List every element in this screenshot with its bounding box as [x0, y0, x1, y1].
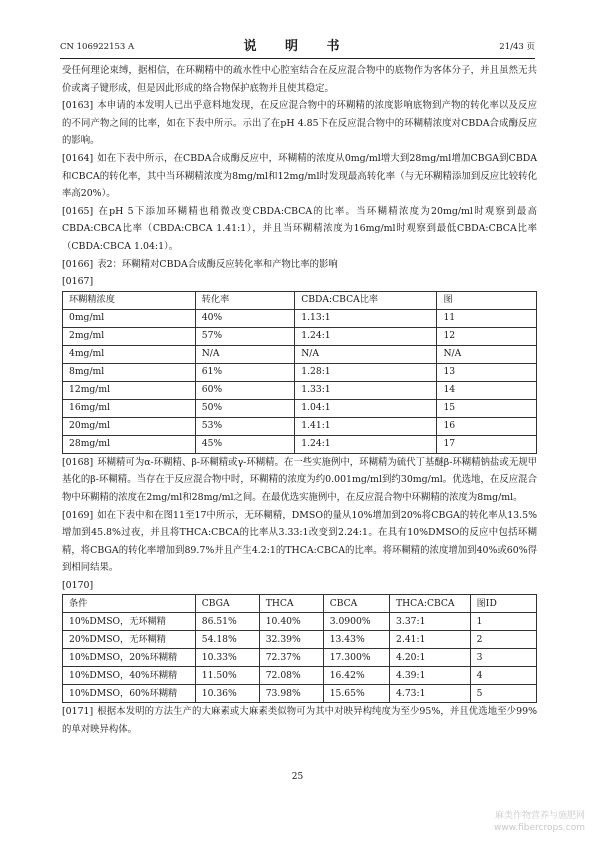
table-cell: 3.37:1 — [390, 613, 471, 631]
paragraph-number: [0163] — [62, 100, 94, 112]
table-cell: 53% — [195, 417, 295, 435]
table-header-row — [63, 291, 537, 309]
table-row — [63, 685, 537, 703]
table-cell: 10.40% — [259, 613, 323, 631]
paragraph-number: [0168] — [62, 456, 94, 468]
table-cell: 10%DMSO，60%环糊精 — [63, 685, 196, 703]
table-row — [63, 309, 537, 327]
table-cell: 0mg/ml — [63, 309, 196, 327]
table-cell: 12 — [437, 327, 537, 345]
document-title: 说 明 书 — [243, 39, 352, 54]
table-cell: 2 — [470, 631, 536, 649]
table-cell: 73.98% — [259, 685, 323, 703]
table-cell: 16.42% — [323, 667, 389, 685]
patent-number: CN 106922153 A — [60, 42, 135, 52]
table-header-cell: 条件 — [63, 595, 196, 613]
table-cell: 14 — [437, 381, 537, 399]
page-header — [60, 34, 535, 56]
table-cell: 32.39% — [259, 631, 323, 649]
table-cell: 13.43% — [323, 631, 389, 649]
watermark-line: 麻类作物营养与施肥网 — [494, 811, 585, 821]
watermark-line: www.fibercrops.com — [494, 823, 585, 833]
table-row — [63, 649, 537, 667]
cyclodextrin-table — [62, 291, 537, 454]
table-cell: 10.33% — [195, 649, 259, 667]
table-cell: 4.39:1 — [390, 667, 471, 685]
table-cell: 10%DMSO，无环糊精 — [63, 613, 196, 631]
document-body — [62, 62, 537, 739]
table-cell: 1.24:1 — [295, 435, 437, 453]
paragraph-number: [0167] — [62, 276, 94, 288]
table-header-cell: CBCA — [323, 595, 389, 613]
table-cell: 54.18% — [195, 631, 259, 649]
table-row — [63, 613, 537, 631]
table-header-cell: 图 — [437, 291, 537, 309]
table-cell: 57% — [195, 327, 295, 345]
table-cell: N/A — [295, 345, 437, 363]
table-cell: 5 — [470, 685, 536, 703]
table-cell: 60% — [195, 381, 295, 399]
paragraph-text: 本申请的本发明人已出乎意料地发现，在反应混合物中的环糊精的浓度影响底物到产物的转化率以及反应的不同产物之间的比率，如在下表中所示。示出了在pH 4.85下在反应混合物中的环糊精浓度对CBDA合成酶反应的影响。 — [62, 100, 537, 147]
table-cell: 45% — [195, 435, 295, 453]
table-header-cell: 图ID — [470, 595, 536, 613]
table-cell: 11 — [437, 309, 537, 327]
paragraph-number: [0164] — [62, 152, 94, 164]
paragraph — [62, 507, 537, 577]
table-cell: 1.33:1 — [295, 381, 437, 399]
watermark — [494, 810, 585, 834]
table-cell: 17.300% — [323, 649, 389, 667]
table-cell: 20%DMSO，无环糊精 — [63, 631, 196, 649]
table-cell: 28mg/ml — [63, 435, 196, 453]
table-row — [63, 327, 537, 345]
table-row — [63, 667, 537, 685]
table-cell: 15 — [437, 399, 537, 417]
table-row — [63, 399, 537, 417]
table-cell: 1.41:1 — [295, 417, 437, 435]
table-header-cell: 环糊精浓度 — [63, 291, 196, 309]
paragraph — [62, 150, 537, 203]
table-cell: 1.24:1 — [295, 327, 437, 345]
paragraph-number: [0165] — [62, 205, 94, 217]
table-cell: 15.65% — [323, 685, 389, 703]
table-cell: 61% — [195, 363, 295, 381]
paragraph — [62, 203, 537, 256]
table-row — [63, 363, 537, 381]
paragraph — [62, 97, 537, 150]
table-cell: 8mg/ml — [63, 363, 196, 381]
table-cell: 72.08% — [259, 667, 323, 685]
table-header-cell: CBGA — [195, 595, 259, 613]
table-cell: 1 — [470, 613, 536, 631]
table-row — [63, 345, 537, 363]
table-cell: 16 — [437, 417, 537, 435]
header-divider — [60, 58, 535, 59]
table-cell: 1.28:1 — [295, 363, 437, 381]
table-cell: 4 — [470, 667, 536, 685]
paragraph-number: [0171] — [62, 706, 94, 718]
table-cell: 12mg/ml — [63, 381, 196, 399]
paragraph-text: 如在下表中和在图11至17中所示，无环糊精，DMSO的量从10%增加到20%将CBGA的转化率从13.5%增加到45.8%过夜，并且将THCA:CBCA的比率从3.33:1改变到2.24:1。在具有10%DMSO的反应中包括环糊精，将CBGA的转化率增加到89.7%并且产生4.2:1的THCA:CBCA的比率。将环糊精的浓度增加到40%或60%得到相同结果。 — [62, 509, 537, 574]
paragraph-text: 如在下表中所示，在CBDA合成酶反应中，环糊精的浓度从0mg/ml增大到28mg/ml增加CBGA到CBDA和CBCA的转化率，其中当环糊精浓度为8mg/ml和12mg/ml时发现最高转化率（与无环糊精添加到反应比较转化率高20%）。 — [62, 152, 537, 200]
table-cell: 2.41:1 — [390, 631, 471, 649]
table-cell: 1.04:1 — [295, 399, 437, 417]
table-cell: 16mg/ml — [63, 399, 196, 417]
table-cell: 3 — [470, 649, 536, 667]
table-cell: N/A — [437, 345, 537, 363]
table-header-row — [63, 595, 537, 613]
table-header-cell: THCA:CBCA — [390, 595, 471, 613]
paragraph-number: [0169] — [62, 509, 94, 521]
table-row — [63, 417, 537, 435]
table-row — [63, 631, 537, 649]
table-cell: N/A — [195, 345, 295, 363]
page-counter: 21/43 页 — [499, 42, 535, 52]
paragraph — [62, 703, 537, 738]
paragraph-text: 根据本发明的方法生产的大麻素或大麻素类似物可为其中对映异构纯度为至少95%，并且优选地至少99%的单对映异构体。 — [62, 706, 537, 736]
table-cell: 17 — [437, 435, 537, 453]
table-header-cell: THCA — [259, 595, 323, 613]
table-cell: 13 — [437, 363, 537, 381]
paragraph — [62, 62, 537, 97]
table-header-cell: 转化率 — [195, 291, 295, 309]
table-cell: 11.50% — [195, 667, 259, 685]
table-caption: 表2：环糊精对CBDA合成酶反应转化率和产物比率的影响 — [97, 258, 338, 270]
dmso-table — [62, 594, 537, 703]
table-cell: 72.37% — [259, 649, 323, 667]
paragraph — [62, 256, 537, 274]
table-cell: 10%DMSO，20%环糊精 — [63, 649, 196, 667]
page-number: 25 — [291, 772, 304, 782]
table-cell: 1.13:1 — [295, 309, 437, 327]
table-header-cell: CBDA:CBCA比率 — [295, 291, 437, 309]
paragraph — [62, 454, 537, 507]
paragraph-text: 环糊精可为α-环糊精、β-环糊精或γ-环糊精。在一些实施例中，环糊精为硫代丁基醚β-环糊精钠盐或无规甲基化的β-环糊精。当存在于反应混合物中时，环糊精的浓度为约0.001mg/ml到约30mg/ml。优选地，在反应混合物中环糊精的浓度在2mg/ml和28mg/ml之间。在最优选实施例中，在反应混合物中环糊精的浓度为8mg/ml。 — [62, 456, 537, 503]
table-cell: 40% — [195, 309, 295, 327]
paragraph-number: [0166] — [62, 258, 94, 270]
table-cell: 10.36% — [195, 685, 259, 703]
paragraph-text: 受任何理论束缚，据相信，在环糊精中的疏水性中心腔室结合在反应混合物中的底物作为客体分子，并且虽然无共价或离子键形成，但是因此形成的络合物保护底物并且使其稳定。 — [62, 65, 537, 94]
table-cell: 4mg/ml — [63, 345, 196, 363]
paragraph-number: [0170] — [62, 579, 94, 591]
table-cell: 4.73:1 — [390, 685, 471, 703]
table-row — [63, 435, 537, 453]
table-cell: 10%DMSO，40%环糊精 — [63, 667, 196, 685]
table-cell: 86.51% — [195, 613, 259, 631]
table-cell: 20mg/ml — [63, 417, 196, 435]
table-cell: 3.0900% — [323, 613, 389, 631]
paragraph-text: 在pH 5下添加环糊精也稍微改变CBDA:CBCA的比率。当环糊精浓度为20mg/ml时观察到最高CBDA:CBCA比率（CBDA:CBCA 1.41:1），并且当环糊精浓度为16mg/ml时观察到最低CBDA:CBCA比率（CBDA:CBCA 1.04:1）。 — [62, 205, 537, 252]
table-cell: 4.20:1 — [390, 649, 471, 667]
table-cell: 2mg/ml — [63, 327, 196, 345]
table-row — [63, 381, 537, 399]
table-cell: 50% — [195, 399, 295, 417]
